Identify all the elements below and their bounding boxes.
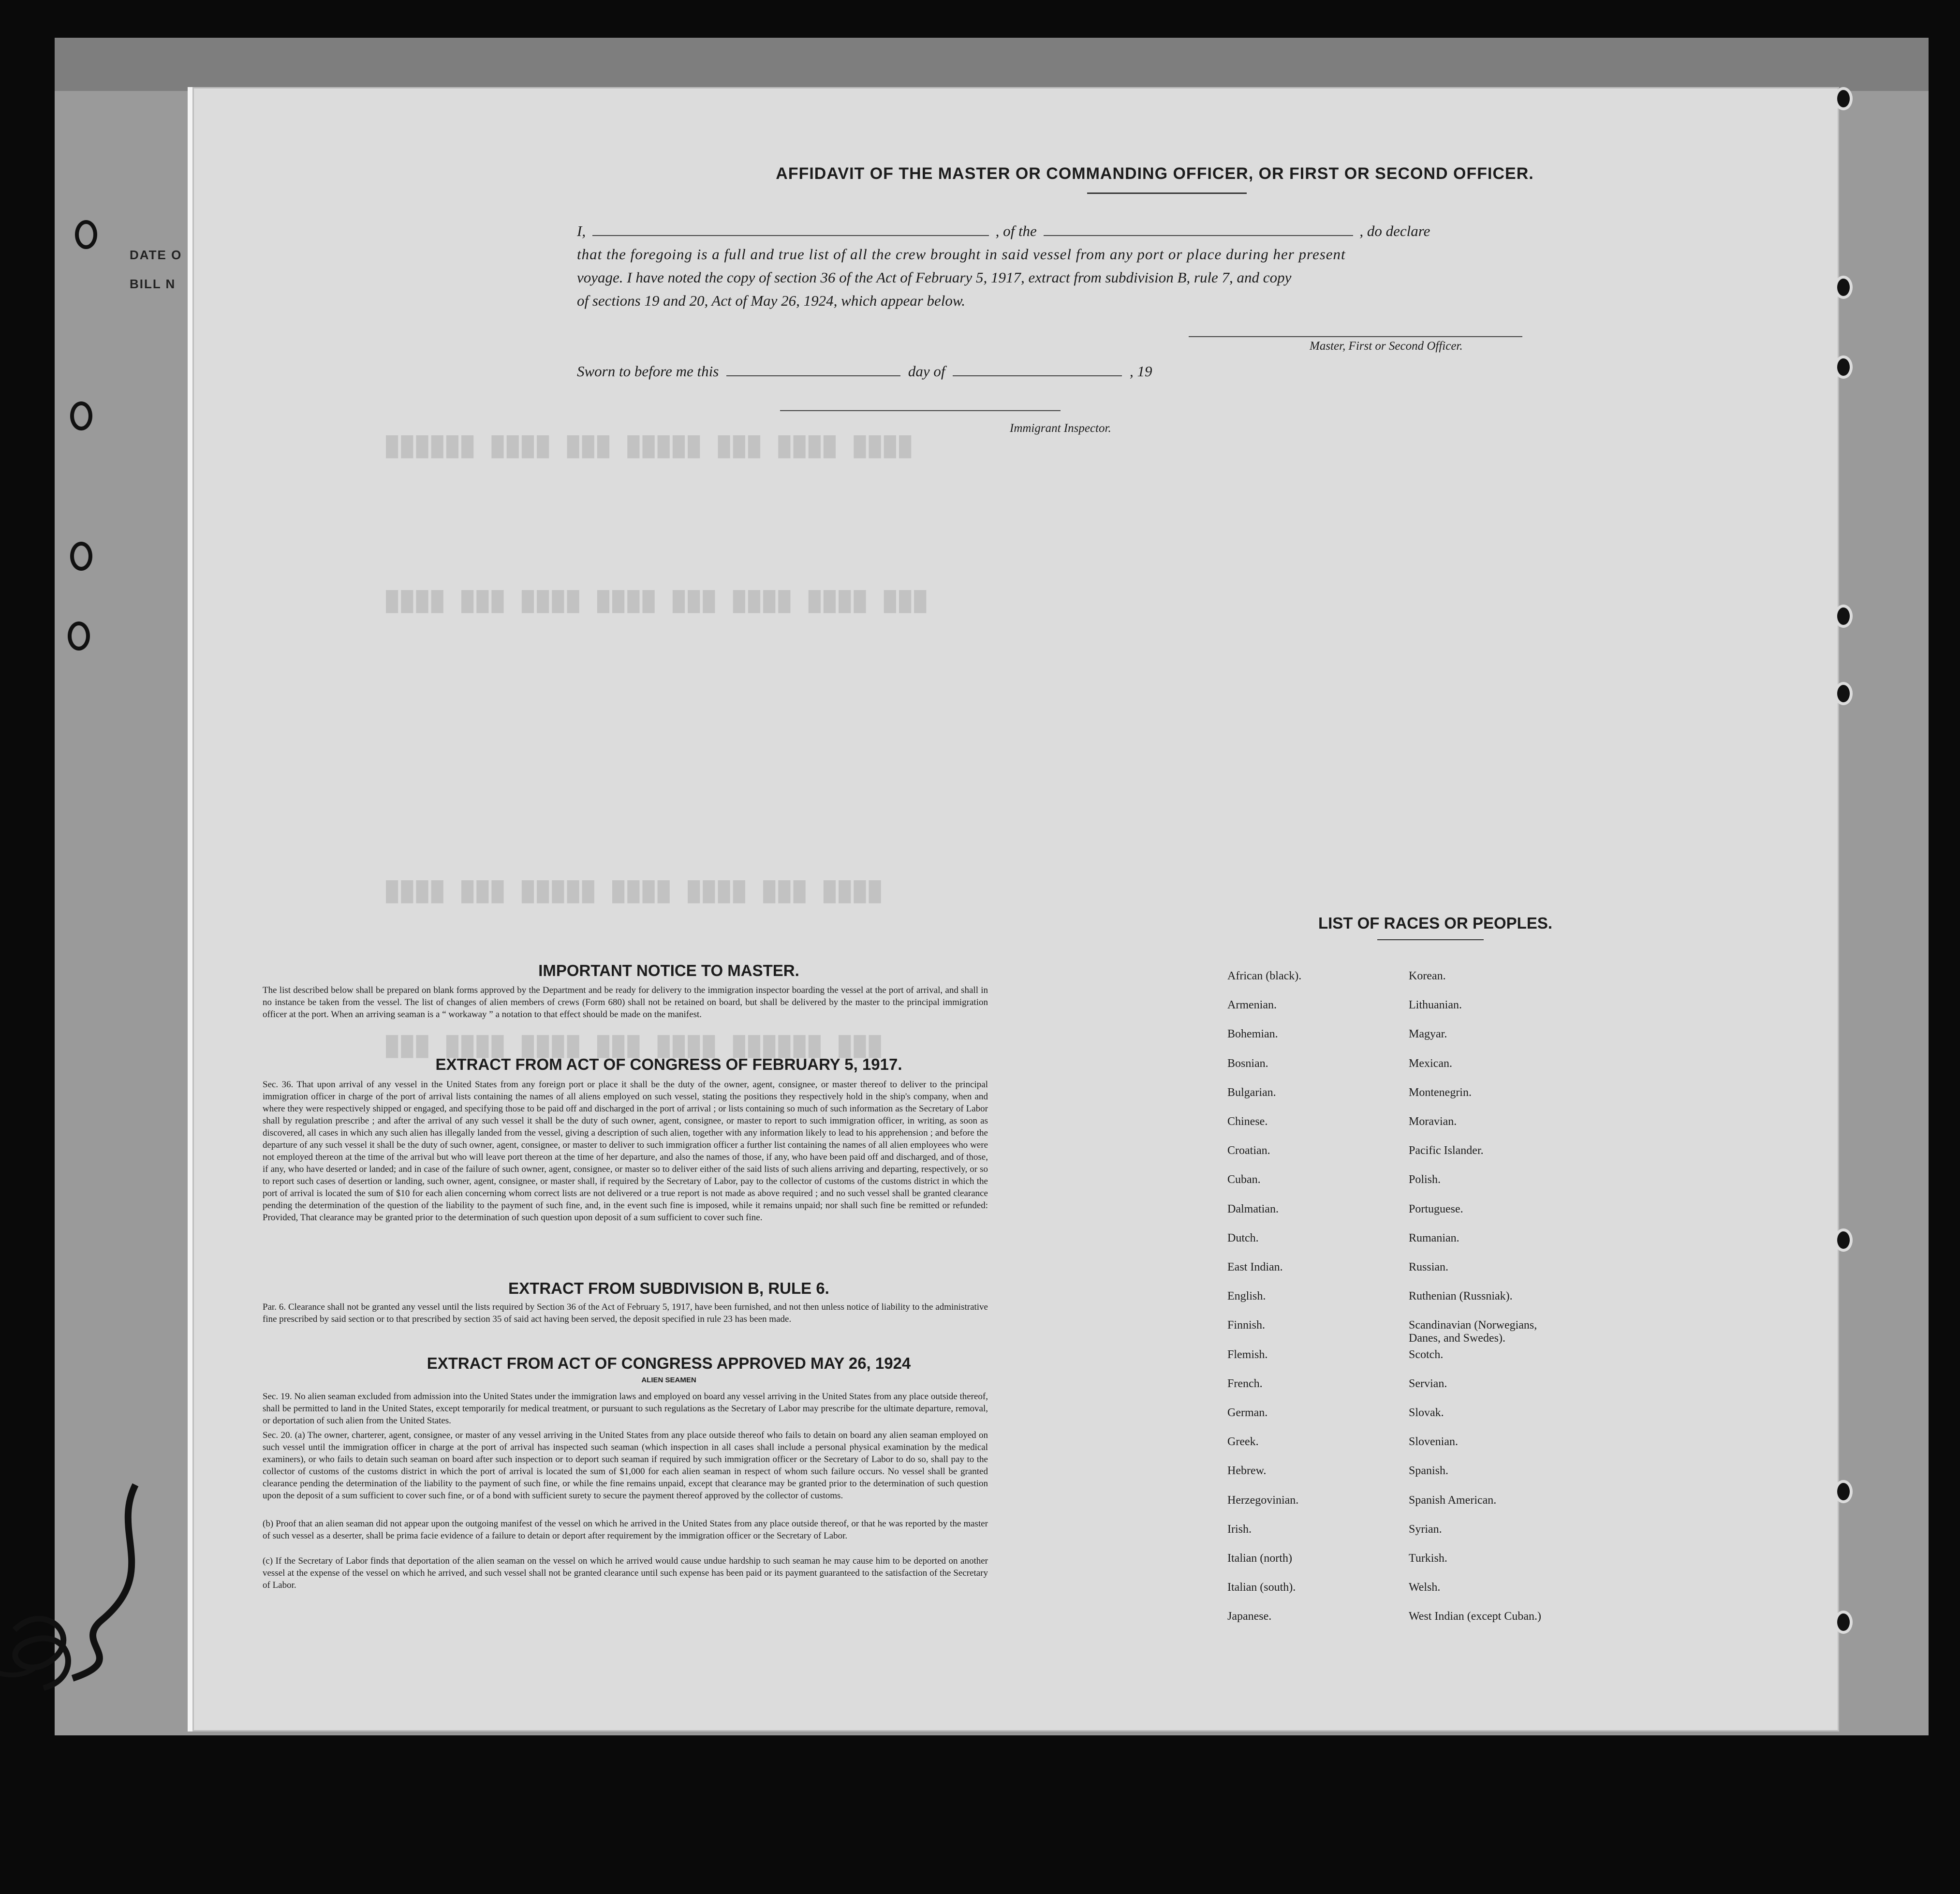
race-item: Scotch. <box>1409 1348 1444 1361</box>
race-item: Croatian. <box>1227 1144 1270 1157</box>
binder-hole <box>75 220 97 249</box>
inspector-signature-line <box>780 410 1061 411</box>
extract-1917-title: EXTRACT FROM ACT OF CONGRESS OF FEBRUARY 5, 1917. <box>435 1055 902 1073</box>
underlying-sheet-top-strip <box>55 38 1929 91</box>
sec20b-body: (b) Proof that an alien seaman did not appear upon the outgoing manifest of the vessel on which he arrived in the United States from any place outside thereof, or that he was reported by the master of such vessel as a deserter, shall be prima facie evidence of a failure to detain or deport after requirement by the immigration officer or the Secretary of Labor. <box>263 1519 988 1541</box>
race-item: Syrian. <box>1409 1523 1442 1536</box>
race-item: Dutch. <box>1227 1231 1259 1244</box>
race-item: Slovak. <box>1409 1406 1444 1419</box>
sworn-line <box>577 363 1738 380</box>
alien-seamen-subtitle: ALIEN SEAMEN <box>641 1376 696 1384</box>
binding-string <box>0 1475 179 1698</box>
race-item: Japanese. <box>1227 1610 1272 1623</box>
race-item: Korean. <box>1409 970 1446 982</box>
race-item: Scandinavian (Norwegians, Danes, and Swedes). <box>1409 1319 1537 1345</box>
races-rule <box>1377 939 1484 940</box>
race-item: Servian. <box>1409 1377 1447 1390</box>
race-item: Italian (south). <box>1227 1581 1296 1594</box>
page-punch-hole <box>1834 1480 1853 1503</box>
extract-1924-title: EXTRACT FROM ACT OF CONGRESS APPROVED MAY 26, 1924 <box>427 1354 911 1372</box>
page-punch-hole <box>1834 276 1853 299</box>
master-signature-line <box>1189 336 1522 337</box>
race-item: Magyar. <box>1409 1028 1447 1041</box>
vessel-blank <box>1044 235 1353 236</box>
sworn-label: Sworn to before me this <box>577 363 719 380</box>
affidavit-of-the-label: , of the <box>995 222 1037 239</box>
inspector-caption: Immigrant Inspector. <box>1010 422 1111 435</box>
race-item: Chinese. <box>1227 1115 1268 1128</box>
race-item: West Indian (except Cuban.) <box>1409 1610 1541 1623</box>
race-item: East Indian. <box>1227 1261 1283 1273</box>
race-item: Finnish. <box>1227 1319 1266 1332</box>
page-punch-hole <box>1834 1611 1853 1634</box>
page-punch-hole <box>1834 605 1853 628</box>
sworn-day-blank <box>726 375 900 376</box>
day-of-label: day of <box>908 363 945 380</box>
race-item: Russian. <box>1409 1261 1449 1273</box>
race-item: Polish. <box>1409 1173 1441 1186</box>
affidavit-line-3: voyage. I have noted the copy of section 36 of the Act of February 5, 1917, extract from subdivision B, rule 7, and copy <box>577 269 1292 286</box>
race-item: Spanish American. <box>1409 1494 1497 1507</box>
race-item: Herzegovinian. <box>1227 1494 1299 1507</box>
race-item: Greek. <box>1227 1435 1259 1449</box>
sec20c-body: (c) If the Secretary of Labor finds that deportation of the alien seaman on the vessel on which he arrived would cause undue hardship to such seaman he may cause him to be deported on another vessel at the expense of the vessel on which he arrived, and such vessel shall not be granted clearance until such expense has been paid or its payment guaranteed to the satisfaction of the Secretary of Labor. <box>263 1556 988 1590</box>
race-item: Welsh. <box>1409 1581 1441 1594</box>
race-item: Ruthenian (Russniak). <box>1409 1290 1513 1303</box>
sworn-month-blank <box>953 375 1122 376</box>
binder-hole <box>70 401 92 430</box>
extract-rule6-title: EXTRACT FROM SUBDIVISION B, RULE 6. <box>508 1279 829 1297</box>
page-punch-hole <box>1834 1228 1853 1252</box>
race-item: Bulgarian. <box>1227 1086 1276 1099</box>
binder-hole <box>68 621 90 651</box>
master-caption: Master, First or Second Officer. <box>1310 340 1463 353</box>
side-label-bill: BILL N <box>130 277 176 291</box>
race-item: Lithuanian. <box>1409 999 1462 1012</box>
notice-title: IMPORTANT NOTICE TO MASTER. <box>538 962 799 979</box>
race-item: Slovenian. <box>1409 1435 1458 1449</box>
race-item: Moravian. <box>1409 1115 1457 1128</box>
race-item: Dalmatian. <box>1227 1202 1279 1215</box>
page-punch-hole <box>1834 355 1853 379</box>
race-item: Bohemian. <box>1227 1028 1278 1041</box>
race-item: Montenegrin. <box>1409 1086 1472 1099</box>
race-item: Portuguese. <box>1409 1202 1463 1215</box>
race-item: Mexican. <box>1409 1057 1452 1070</box>
race-item: Turkish. <box>1409 1552 1447 1565</box>
binder-hole <box>70 542 92 571</box>
page-punch-hole <box>1834 87 1853 110</box>
page-punch-hole <box>1834 682 1853 705</box>
races-title: LIST OF RACES OR PEOPLES. <box>1318 914 1553 932</box>
race-item: Flemish. <box>1227 1348 1268 1361</box>
affidavit-i-label: I, <box>577 222 586 239</box>
race-item: English. <box>1227 1290 1266 1303</box>
affidavit-page: ██████ ████ ███ █████ ███ ████ ████ ████ ███ ████ ████ ███ ████ ████ ███ ████ ███ █████ ████ ████ ███ ████ ███ ████ ████ ███ ████ ██████ ███ AFFIDAVIT OF THE MASTER OR COMMANDING OFFICER, OR FIRST OR SECOND OFFICER. I, , of the , do declare that the foregoing is a full and true list of all the crew brought in said vessel from any port or place during her present voyage. I have noted the copy of section 36 of the Act of February 5, 1917, extract from subdivision B, rule 7, and copy of sections 19 and 20, Act of May 26, 1924, which appear below. Master, First or Second Officer. Sworn to before me this day of , 19 Immigrant Inspector. IMPORTANT NOTICE TO MASTER. The list described below shall be prepared on blank forms approved by the Department and be ready for delivery to the immigration inspector boarding the vessel at the port of arrival, and shall in no instance be taken from the vessel. The list of changes of alien members of crews (Form 680) shall not be retained on board, but shall be delivered by the master to the principal immigration officer at the port. When an arriving seaman is a “ workaway ” a notation to that effect should be made on the manifest. EXTRACT FROM ACT OF CONGRESS OF FEBRUARY 5, 1917. Sec. 36. That upon arrival of any vessel in the United States from any foreign port or place it shall be the duty of the owner, agent, consignee, or master thereof to deliver to the principal immigration officer in charge of the port of arrival lists containing the names of all aliens employed on such vessel, stating the positions they respectively hold in the ship's company, when and where they were respectively shipped or engaged, and specifying those to be paid off and discharged in the port of arrival ; or lists containing so much of such information as the Secretary of Labor shall by regulation prescribe ; and after the arrival of any such vessel it shall be the duty of such owner, agent, consignee, or master to report to such immigration officer, in writing, as soon as discovered, all cases in which any such alien has illegally landed from the vessel, giving a description of such alien, together with any information likely to lead to his apprehension ; and before the departure of any such vessel it shall be the duty of such owner, agent, consignee, or master to deliver to such immigration officer a further list containing the names of all alien employees who were not employed thereon at the time of the arrival but who will leave port thereon at the time of her departure, and also the names of those, if any, who have been paid off and discharged, and of those, if any, who have deserted or landed; and in case of the failure of such owner, agent, consignee, or master so to deliver either of the said lists of such aliens arriving and departing, respectively, or so to report such cases of desertion or landing, such owner, agent, consignee, or master shall, if required by the Secretary of Labor, pay to the collector of customs of the customs district in which the port of arrival is located the sum of $10 for each alien concerning whom correct lists are not delivered or a true report is not made as above required ; and no such vessel shall be granted clearance pending the determination of the question of the liability to the payment of such fine, and, in the event such fine is imposed, while it remains unpaid; nor shall such fine be remitted or refunded: Provided, That clearance may be granted prior to the determination of such question upon deposit of a sum sufficient to cover such fine. EXTRACT FROM SUBDIVISION B, RULE 6. Par. 6. Clearance shall not be granted any vessel until the lists required by Section 36 of the Act of February 5, 1917, have been furnished, and not then unless notice of liability to the administrative fine prescribed by said section or to that prescribed by section 35 of said act having been served, the deposit specified in rule 23 has been made. EXTRACT FROM ACT OF CONGRESS APPROVED MAY 26, 1924 ALIEN SEAMEN Sec. 19. No alien seaman excluded from admission into the United States under the immigration laws and employed on board any vessel arriving in the United States from any place outside thereof, shall be permitted to land in the United States, except temporarily for medical treatment, or pursuant to such regulations as the Secretary of Labor may prescribe for the ultimate departure, removal, or deportation of such alien from the United States. Sec. 20. (a) The owner, charterer, agent, consignee, or master of any vessel arriving in the United States from any place outside thereof who fails to detain on board any alien seaman employed on such vessel until the immigration officer in charge at the port of arrival has inspected such seaman (which inspection in all cases shall include a personal physical examination by the medical examiners), or who fails to detain such seaman on board after such inspection or to deport such seaman if required by such immigration officer or the Secretary of Labor to do so, shall pay to the collector of customs of the customs district in which the port of arrival is located the sum of $1,000 for each alien seaman in respect of whom such failure occurs. No vessel shall be granted clearance pending the determination of the liability to the payment of such fine, or while the fine remains unpaid, except that clearance may be granted prior to the determination of such question upon the deposit of a sum sufficient to cover such fine, or of a bond with sufficient surety to secure the payment thereof approved by the collector of customs. (b) Proof that an alien seaman did not appear upon the outgoing manifest of the vessel on which he arrived in the United States from any place outside thereof, or that he was reported by the master of such vessel as a deserter, shall be prima facie evidence of a failure to detain or deport after requirement by the immigration officer or the Secretary of Labor. (c) If the Secretary of Labor finds that deportation of the alien seaman on the vessel on which he arrived would cause undue hardship to such seaman he may cause him to be deported on another vessel at the expense of the vessel on which he arrived, and such vessel shall not be granted clearance until such expense has been paid or its payment guaranteed to the satisfaction of the Secretary of Labor. LIST OF RACES OR PEOPLES. African (black). Armenian. Bohemian. Bosnian. Bulgarian. Chinese. Croatian. Cuban. Dalmatian. Dutch. East Indian. English. Finnish. Flemish. French. German. Greek. Hebrew. Herzegovinian. Irish. Italian (north) Italian (south). Japanese. Korean. Lithuanian. Magyar. Mexican. Montenegrin. Moravian. Pacific Islander. Polish. Portuguese. Rumanian. Russian. Ruthenian (Russniak). Scandinavian (Norwegians, Danes, and Swedes). Scotch. Servian. Slovak. Slovenian. Spanish. Spanish American. Syrian. Turkish. Welsh. West Indian (except Cuban.) <box>188 87 1839 1731</box>
name-blank <box>592 235 989 236</box>
race-item: Hebrew. <box>1227 1465 1267 1478</box>
race-item: Bosnian. <box>1227 1057 1268 1070</box>
affidavit-line-1 <box>577 222 1738 240</box>
race-item: Pacific Islander. <box>1409 1144 1484 1157</box>
affidavit-do-declare: , do declare <box>1359 222 1430 239</box>
title-rule <box>1087 192 1247 194</box>
sec19-body: Sec. 19. No alien seaman excluded from admission into the United States under the immigration laws and employed on board any vessel arriving in the United States from any place outside thereof, shall be permitted to land in the United States, except temporarily for medical treatment, or pursuant to such regulations as the Secretary of Labor may prescribe for the ultimate departure, removal, or deportation of such alien from the United States. <box>263 1391 988 1426</box>
race-item: Irish. <box>1227 1523 1252 1536</box>
extract-rule6-body: Par. 6. Clearance shall not be granted any vessel until the lists required by Section 36 of the Act of February 5, 1917, have been furnished, and not then unless notice of liability to the administrative fine prescribed by said section or to that prescribed by section 35 of said act having been served, the deposit specified in rule 23 has been made. <box>263 1302 988 1324</box>
race-item: Italian (north) <box>1227 1552 1292 1565</box>
race-item: Spanish. <box>1409 1465 1449 1478</box>
race-item: French. <box>1227 1377 1263 1390</box>
notice-body: The list described below shall be prepared on blank forms approved by the Department and be ready for delivery to the immigration inspector boarding the vessel at the port of arrival, and shall in no instance be taken from the vessel. The list of changes of alien members of crews (Form 680) shall not be retained on board, but shall be delivered by the master to the principal immigration officer at the port. When an arriving seaman is a “ workaway ” a notation to that effect should be made on the manifest. <box>263 985 988 1020</box>
extract-1917-body: Sec. 36. That upon arrival of any vessel in the United States from any foreign port or place it shall be the duty of the owner, agent, consignee, or master thereof to deliver to the principal immigration officer in charge of the port of arrival lists containing the names of all aliens employed on such vessel, stating the positions they respectively hold in the ship's company, when and where they were respectively shipped or engaged, and specifying those to be paid off and discharged in the port of arrival ; or lists containing so much of such information as the Secretary of Labor shall by regulation prescribe ; and after the arrival of any such vessel it shall be the duty of such owner, agent, consignee, or master to report to such immigration officer, in writing, as soon as discovered, all cases in which any such alien has illegally landed from the vessel, giving a description of such alien, together with any information likely to lead to his apprehension ; and before the departure of any such vessel it shall be the duty of such owner, agent, consignee, or master to deliver to such immigration officer a further list containing the names of all alien employees who were not employed thereon at the time of the arrival but who will leave port thereon at the time of her departure, and also the names of those, if any, who have been paid off and discharged, and of those, if any, who have deserted or landed; and in case of the failure of such owner, agent, consignee, or master so to deliver either of the said lists of such aliens arriving and departing, respectively, or so to report such cases of desertion or landing, such owner, agent, consignee, or master shall, if required by the Secretary of Labor, pay to the collector of customs of the customs district in which the port of arrival is located the sum of $10 for each alien concerning whom correct lists are not delivered or a true report is not made as above required ; and no such vessel shall be granted clearance pending the determination of the question of the liability to the payment of such fine, and, in the event such fine is imposed, while it remains unpaid; nor shall such fine be remitted or refunded: Provided, That clearance may be granted prior to the determination of such question upon deposit of a sum sufficient to cover such fine. <box>263 1080 988 1223</box>
race-item: Rumanian. <box>1409 1231 1459 1244</box>
affidavit-title: AFFIDAVIT OF THE MASTER OR COMMANDING OFFICER, OR FIRST OR SECOND OFFICER. <box>776 164 1534 183</box>
year-label: , 19 <box>1129 363 1152 380</box>
affidavit-line-2: that the foregoing is a full and true list of all the crew brought in said vessel from any port or place during her present <box>577 246 1346 263</box>
side-label-date: DATE O <box>130 248 182 262</box>
sec20a-body: Sec. 20. (a) The owner, charterer, agent, consignee, or master of any vessel arriving in the United States from any place outside thereof who fails to detain on board any alien seaman employed on such vessel until the immigration officer in charge at the port of arrival has inspected such seaman (which inspection in all cases shall include a personal physical examination by the medical examiners), or who fails to detain such seaman on board after such inspection or to deport such seaman if required by such immigration officer or the Secretary of Labor to do so, shall pay to the collector of customs of the customs district in which the port of arrival is located the sum of $1,000 for each alien seaman in respect of whom such failure occurs. No vessel shall be granted clearance pending the determination of the liability to the payment of such fine, or while the fine remains unpaid, except that clearance may be granted prior to the determination of such question upon the deposit of a sum sufficient to cover such fine, or of a bond with sufficient surety to secure the payment thereof approved by the collector of customs. <box>263 1430 988 1501</box>
race-item: Cuban. <box>1227 1173 1261 1186</box>
race-item: German. <box>1227 1406 1268 1419</box>
race-item: Armenian. <box>1227 999 1277 1012</box>
race-item: African (black). <box>1227 970 1302 982</box>
affidavit-line-4: of sections 19 and 20, Act of May 26, 1924, which appear below. <box>577 292 966 309</box>
